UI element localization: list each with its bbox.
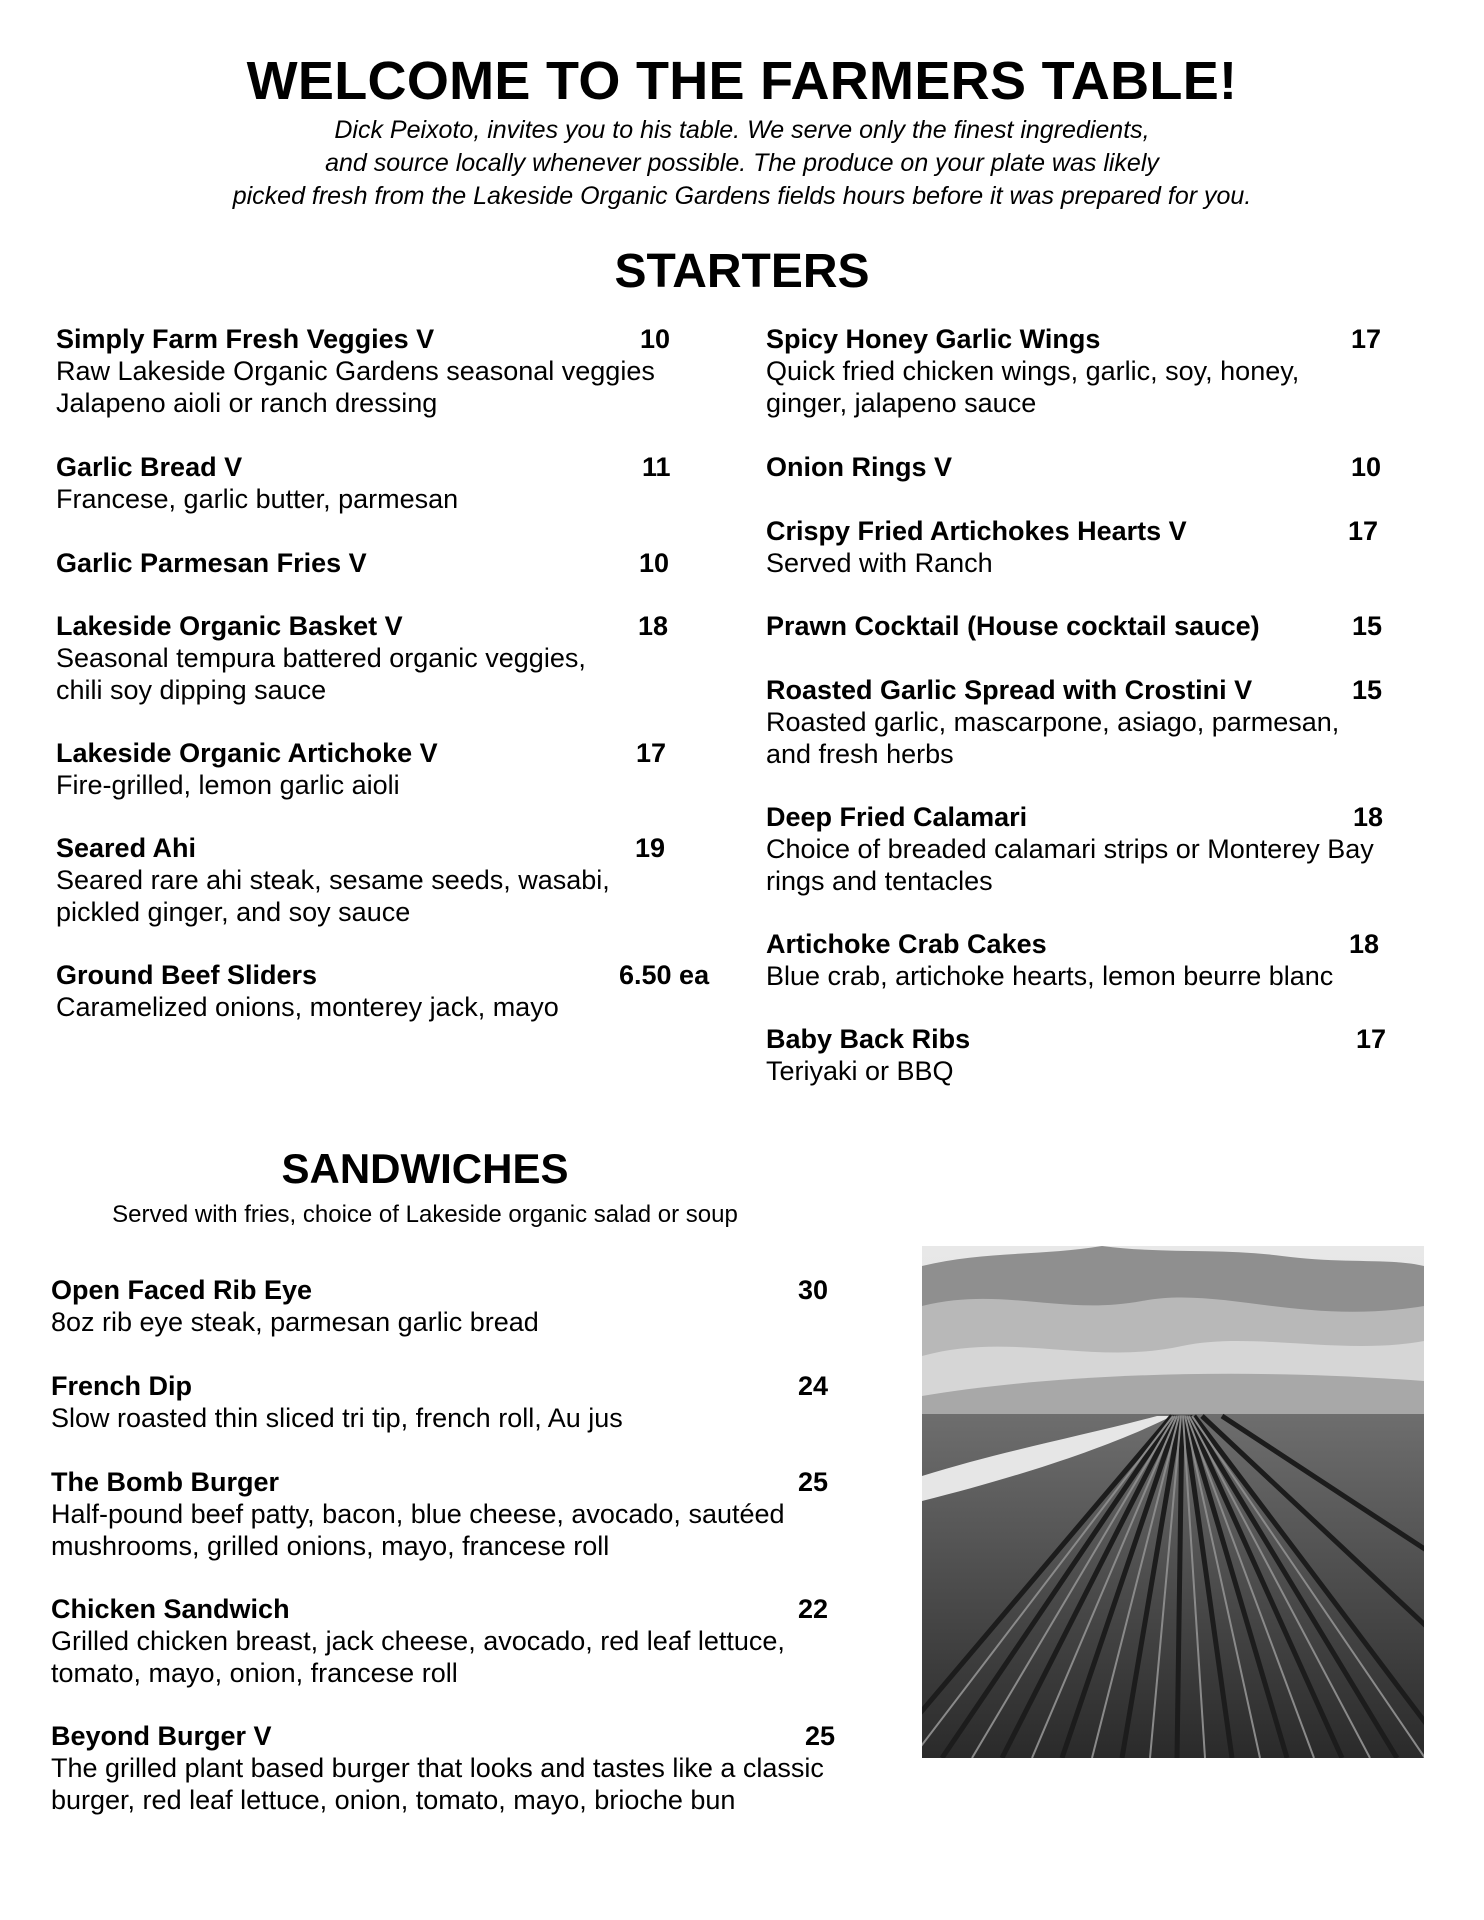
item-description: Fire-grilled, lemon garlic aioli (56, 770, 400, 800)
item-price: 15 (1352, 675, 1383, 705)
item-name: Crispy Fried Artichokes Hearts V (766, 516, 1187, 546)
menu-item (766, 928, 1426, 992)
item-name: Spicy Honey Garlic Wings (766, 324, 1101, 354)
item-description: Blue crab, artichoke hearts, lemon beurre blanc (766, 961, 1334, 991)
item-name: Ground Beef Sliders (56, 960, 318, 990)
menu-item (51, 1720, 851, 1816)
sandwiches-note: Served with fries, choice of Lakeside organic salad or soup (112, 1201, 738, 1228)
item-description: mushrooms, grilled onions, mayo, francese roll (51, 1531, 610, 1561)
sandwiches-heading: SANDWICHES (281, 1145, 569, 1192)
item-name: Baby Back Ribs (766, 1024, 971, 1054)
item-name: Lakeside Organic Basket V (56, 611, 403, 641)
item-price: 30 (798, 1275, 829, 1305)
farm-field-illustration (922, 1246, 1424, 1758)
item-description: Grilled chicken breast, jack cheese, avocado, red leaf lettuce, (51, 1626, 785, 1656)
item-price: 22 (798, 1594, 829, 1624)
menu-item (766, 801, 1426, 897)
item-price: 18 (1349, 929, 1380, 959)
item-description: Jalapeno aioli or ranch dressing (56, 388, 438, 418)
menu-item (56, 832, 716, 928)
item-description: Slow roasted thin sliced tri tip, french roll, Au jus (51, 1403, 623, 1433)
item-price: 25 (805, 1721, 836, 1751)
page-title: WELCOME TO THE FARMERS TABLE! (246, 51, 1238, 111)
item-description: burger, red leaf lettuce, onion, tomato, mayo, brioche bun (51, 1785, 736, 1815)
item-price: 24 (798, 1371, 829, 1401)
menu-item (56, 959, 716, 1023)
item-description: Seasonal tempura battered organic veggies, (56, 643, 586, 673)
menu-item (766, 323, 1426, 419)
item-price: 19 (635, 833, 666, 863)
item-description: Choice of breaded calamari strips or Monterey Bay (766, 834, 1374, 864)
menu-item (56, 451, 716, 515)
menu-item (51, 1274, 851, 1338)
intro-line: Dick Peixoto, invites you to his table. We serve only the finest ingredients, (334, 116, 1150, 144)
item-description: The grilled plant based burger that looks and tastes like a classic (51, 1753, 824, 1783)
item-price: 17 (636, 738, 667, 768)
item-name: Simply Farm Fresh Veggies V (56, 324, 435, 354)
item-price: 18 (1353, 802, 1384, 832)
item-description: and fresh herbs (766, 739, 954, 769)
starters-heading: STARTERS (614, 245, 870, 298)
item-name: Lakeside Organic Artichoke V (56, 738, 438, 768)
item-price: 6.50 ea (619, 960, 710, 990)
item-price: 18 (638, 611, 669, 641)
menu-item (56, 737, 716, 801)
item-name: Roasted Garlic Spread with Crostini V (766, 675, 1253, 705)
item-description: Roasted garlic, mascarpone, asiago, parmesan, (766, 707, 1340, 737)
item-description: Seared rare ahi steak, sesame seeds, wasabi, (56, 865, 610, 895)
item-name: French Dip (51, 1371, 193, 1401)
intro-text (0, 114, 1484, 213)
item-name: Artichoke Crab Cakes (766, 929, 1047, 959)
item-description: Francese, garlic butter, parmesan (56, 484, 459, 514)
item-price: 15 (1352, 611, 1383, 641)
farm-field-photo (922, 1246, 1424, 1758)
menu-item (766, 1023, 1426, 1087)
item-name: Deep Fried Calamari (766, 802, 1028, 832)
item-price: 17 (1348, 516, 1379, 546)
item-description: Half-pound beef patty, bacon, blue cheese, avocado, sautéed (51, 1499, 785, 1529)
item-name: Garlic Bread V (56, 452, 243, 482)
item-name: Seared Ahi (56, 833, 197, 863)
menu-item (766, 674, 1426, 770)
item-name: Beyond Burger V (51, 1721, 272, 1751)
menu-item (766, 515, 1426, 579)
item-name: The Bomb Burger (51, 1467, 280, 1497)
item-description: pickled ginger, and soy sauce (56, 897, 411, 927)
item-description: Served with Ranch (766, 548, 993, 578)
intro-line: picked fresh from the Lakeside Organic Gardens fields hours before it was prepared for you. (232, 182, 1252, 210)
item-price: 10 (639, 548, 670, 578)
item-description: ginger, jalapeno sauce (766, 388, 1037, 418)
item-description: Raw Lakeside Organic Gardens seasonal veggies (56, 356, 655, 386)
menu-item (56, 610, 716, 706)
menu-item (56, 547, 716, 579)
menu-item (51, 1466, 851, 1562)
item-price: 11 (642, 452, 671, 482)
item-description: Caramelized onions, monterey jack, mayo (56, 992, 559, 1022)
item-price: 17 (1356, 1024, 1387, 1054)
item-price: 10 (1351, 452, 1382, 482)
menu-item (766, 610, 1426, 642)
item-description: rings and tentacles (766, 866, 993, 896)
item-price: 10 (640, 324, 671, 354)
item-price: 17 (1351, 324, 1382, 354)
item-description: Teriyaki or BBQ (766, 1056, 954, 1086)
item-description: Quick fried chicken wings, garlic, soy, honey, (766, 356, 1300, 386)
item-name: Onion Rings V (766, 452, 952, 482)
item-price: 25 (798, 1467, 829, 1497)
intro-line: and source locally whenever possible. The produce on your plate was likely (325, 149, 1159, 177)
menu-item (51, 1370, 851, 1434)
item-description: tomato, mayo, onion, francese roll (51, 1658, 458, 1688)
item-description: 8oz rib eye steak, parmesan garlic bread (51, 1307, 539, 1337)
item-name: Garlic Parmesan Fries V (56, 548, 367, 578)
menu-item (51, 1593, 851, 1689)
item-description: chili soy dipping sauce (56, 675, 327, 705)
item-name: Chicken Sandwich (51, 1594, 290, 1624)
menu-item (766, 451, 1426, 483)
menu-item (56, 323, 716, 419)
item-name: Prawn Cocktail (House cocktail sauce) (766, 611, 1260, 641)
item-name: Open Faced Rib Eye (51, 1275, 313, 1305)
